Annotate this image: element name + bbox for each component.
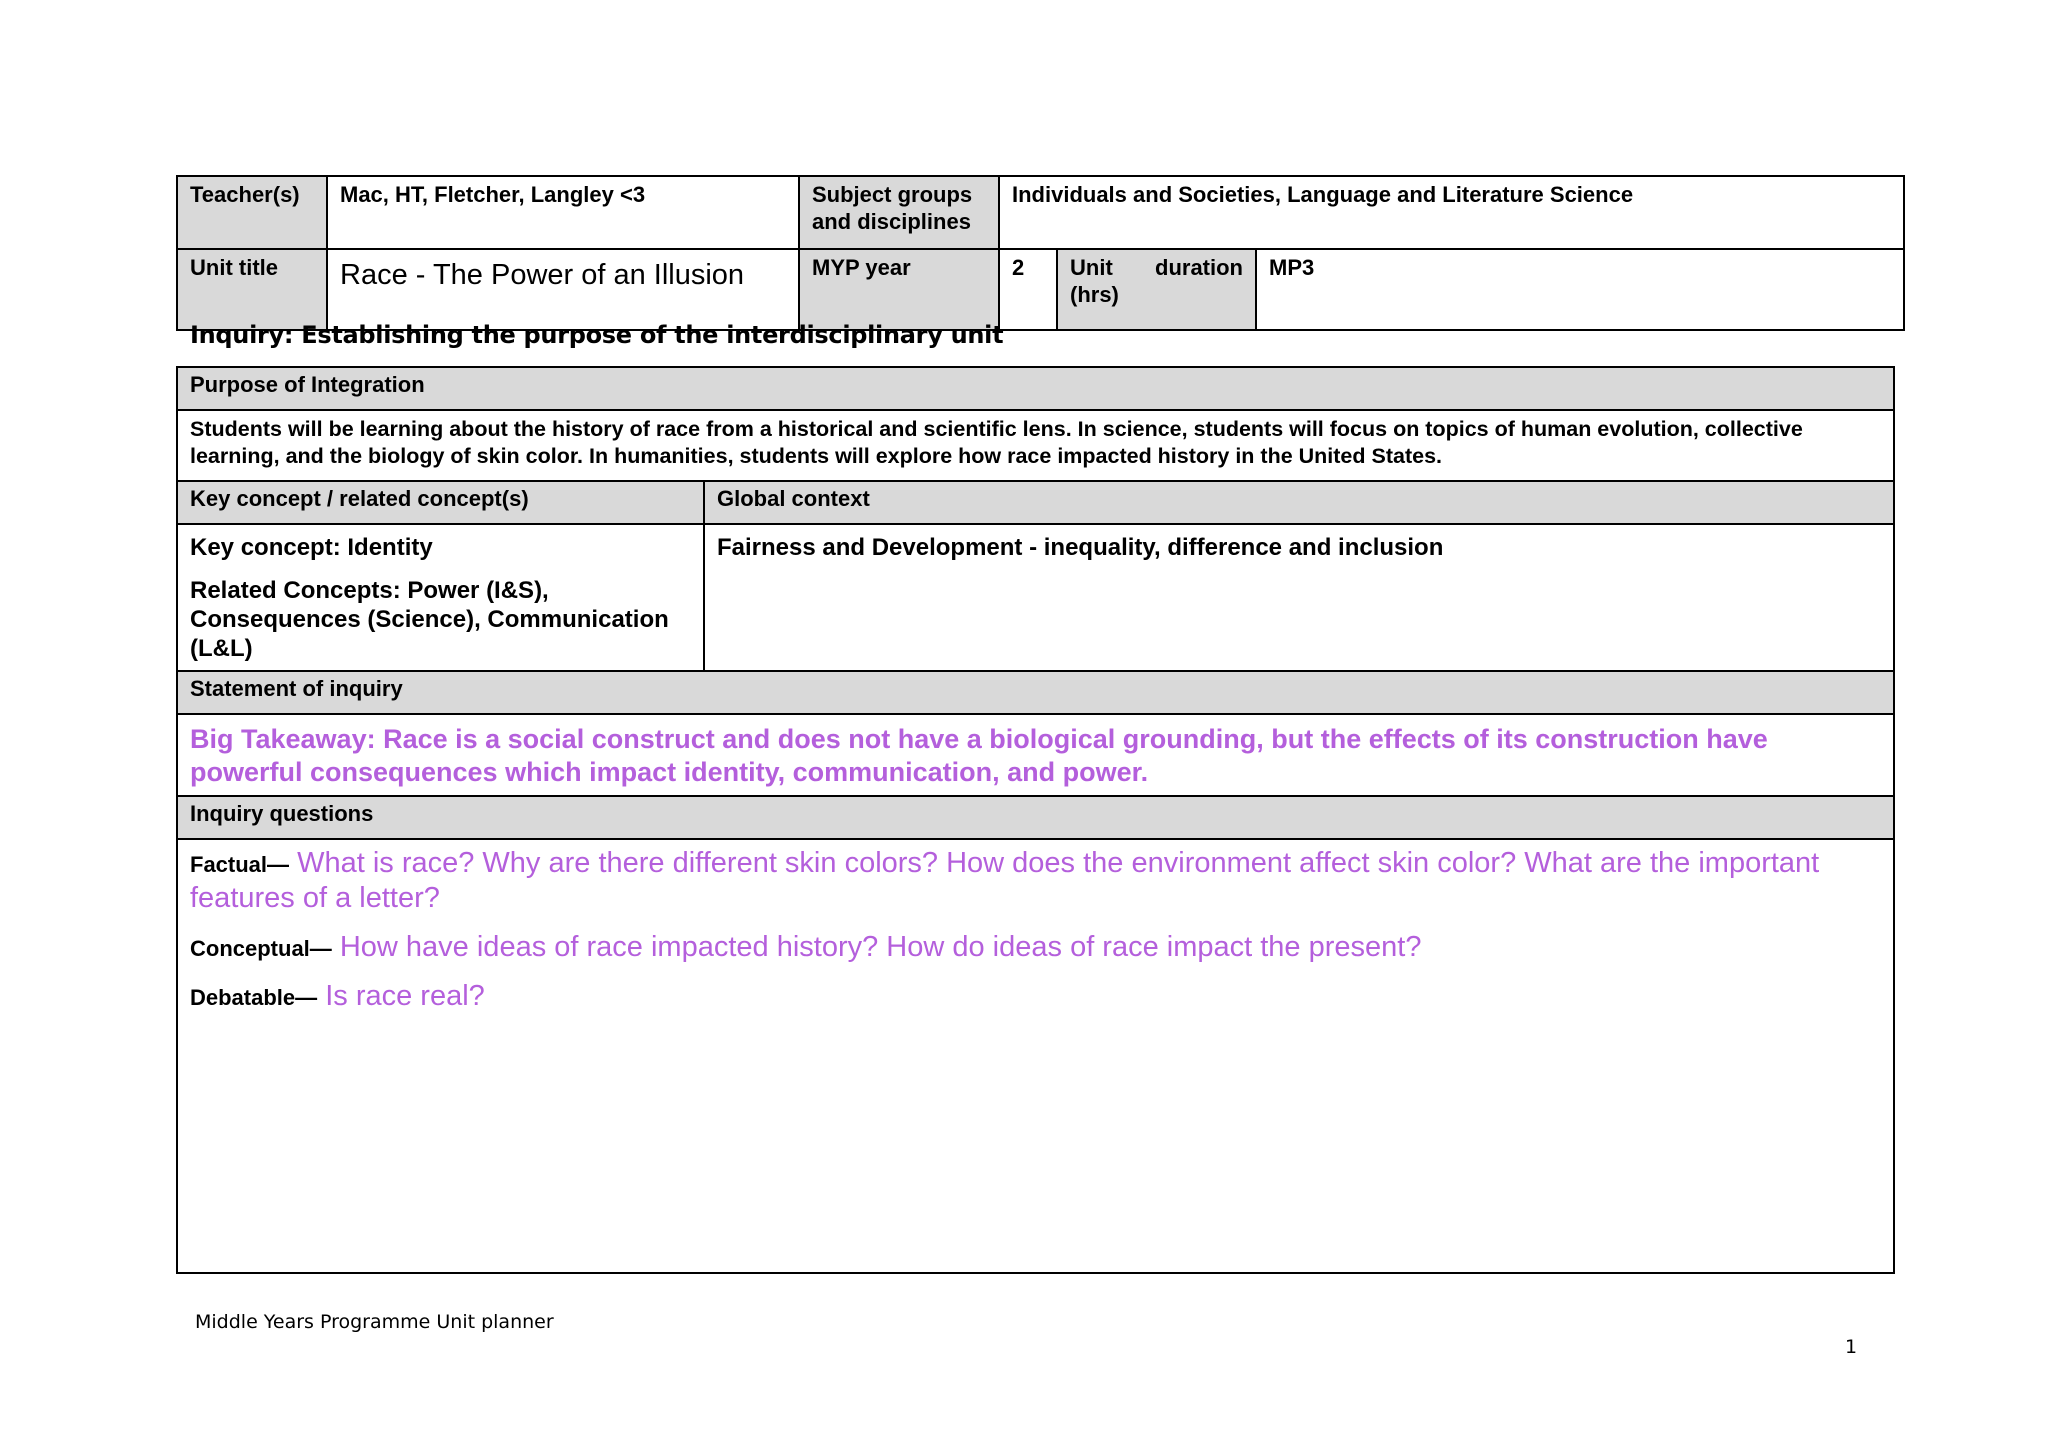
footer-text: Middle Years Programme Unit planner — [195, 1311, 554, 1333]
debatable-text: Is race real? — [317, 980, 485, 1012]
global-context-text: Fairness and Development - inequality, difference and inclusion — [704, 524, 1894, 671]
unit-duration-label-word3: (hrs) — [1070, 282, 1119, 307]
unit-header-table — [176, 175, 1905, 331]
debatable-label: Debatable— — [190, 985, 318, 1010]
inquiry-questions-cell — [177, 839, 1894, 1273]
inquiry-questions-header: Inquiry questions — [177, 796, 1894, 839]
unit-duration-label — [1057, 249, 1256, 330]
subject-groups-label: Subject groups and disciplines — [799, 176, 999, 249]
teachers-value: Mac, HT, Fletcher, Langley <3 — [327, 176, 799, 249]
conceptual-text: How have ideas of race impacted history? How do ideas of race impact the present? — [331, 931, 1422, 963]
purpose-of-integration-header: Purpose of Integration — [177, 367, 1894, 410]
page-number: 1 — [1845, 1336, 1858, 1358]
unit-title-value: Race - The Power of an Illusion — [327, 249, 799, 330]
inquiry-table — [176, 366, 1895, 1274]
conceptual-label: Conceptual— — [190, 936, 332, 961]
inquiry-heading: Inquiry: Establishing the purpose of the interdisciplinary unit — [190, 321, 1004, 349]
related-concepts-text: Related Concepts: Power (I&S), Consequences (Science), Communication (L&L) — [190, 577, 669, 662]
statement-of-inquiry-text: Big Takeaway: Race is a social construct and does not have a biological grounding, but the effects of its construction have powerful consequences which impact identity, communication, and power. — [177, 714, 1894, 796]
teachers-label: Teacher(s) — [177, 176, 327, 249]
unit-title-label: Unit title — [177, 249, 327, 330]
key-concept-header: Key concept / related concept(s) — [177, 481, 704, 524]
myp-year-value: 2 — [999, 249, 1057, 330]
factual-question — [190, 846, 1881, 916]
factual-label: Factual— — [190, 852, 290, 877]
key-concept-cell — [177, 524, 704, 671]
unit-duration-label-word2: duration — [1155, 255, 1243, 280]
debatable-question — [190, 979, 1881, 1014]
global-context-header: Global context — [704, 481, 1894, 524]
key-concept-text: Key concept: Identity — [190, 534, 433, 561]
subject-groups-value: Individuals and Societies, Language and Literature Science — [999, 176, 1904, 249]
conceptual-question — [190, 930, 1881, 965]
statement-of-inquiry-header: Statement of inquiry — [177, 671, 1894, 714]
myp-year-label: MYP year — [799, 249, 999, 330]
factual-text: What is race? Why are there different skin colors? How does the environment affect skin color? What are the important features of a letter? — [190, 847, 1820, 914]
unit-duration-value: MP3 — [1256, 249, 1904, 330]
unit-duration-label-word1: Unit — [1070, 255, 1113, 280]
purpose-of-integration-text: Students will be learning about the history of race from a historical and scientific lens. In science, students will focus on topics of human evolution, collective learning, and the biology of skin color. In humanities, students will explore how race impacted history in the United States. — [177, 410, 1894, 481]
